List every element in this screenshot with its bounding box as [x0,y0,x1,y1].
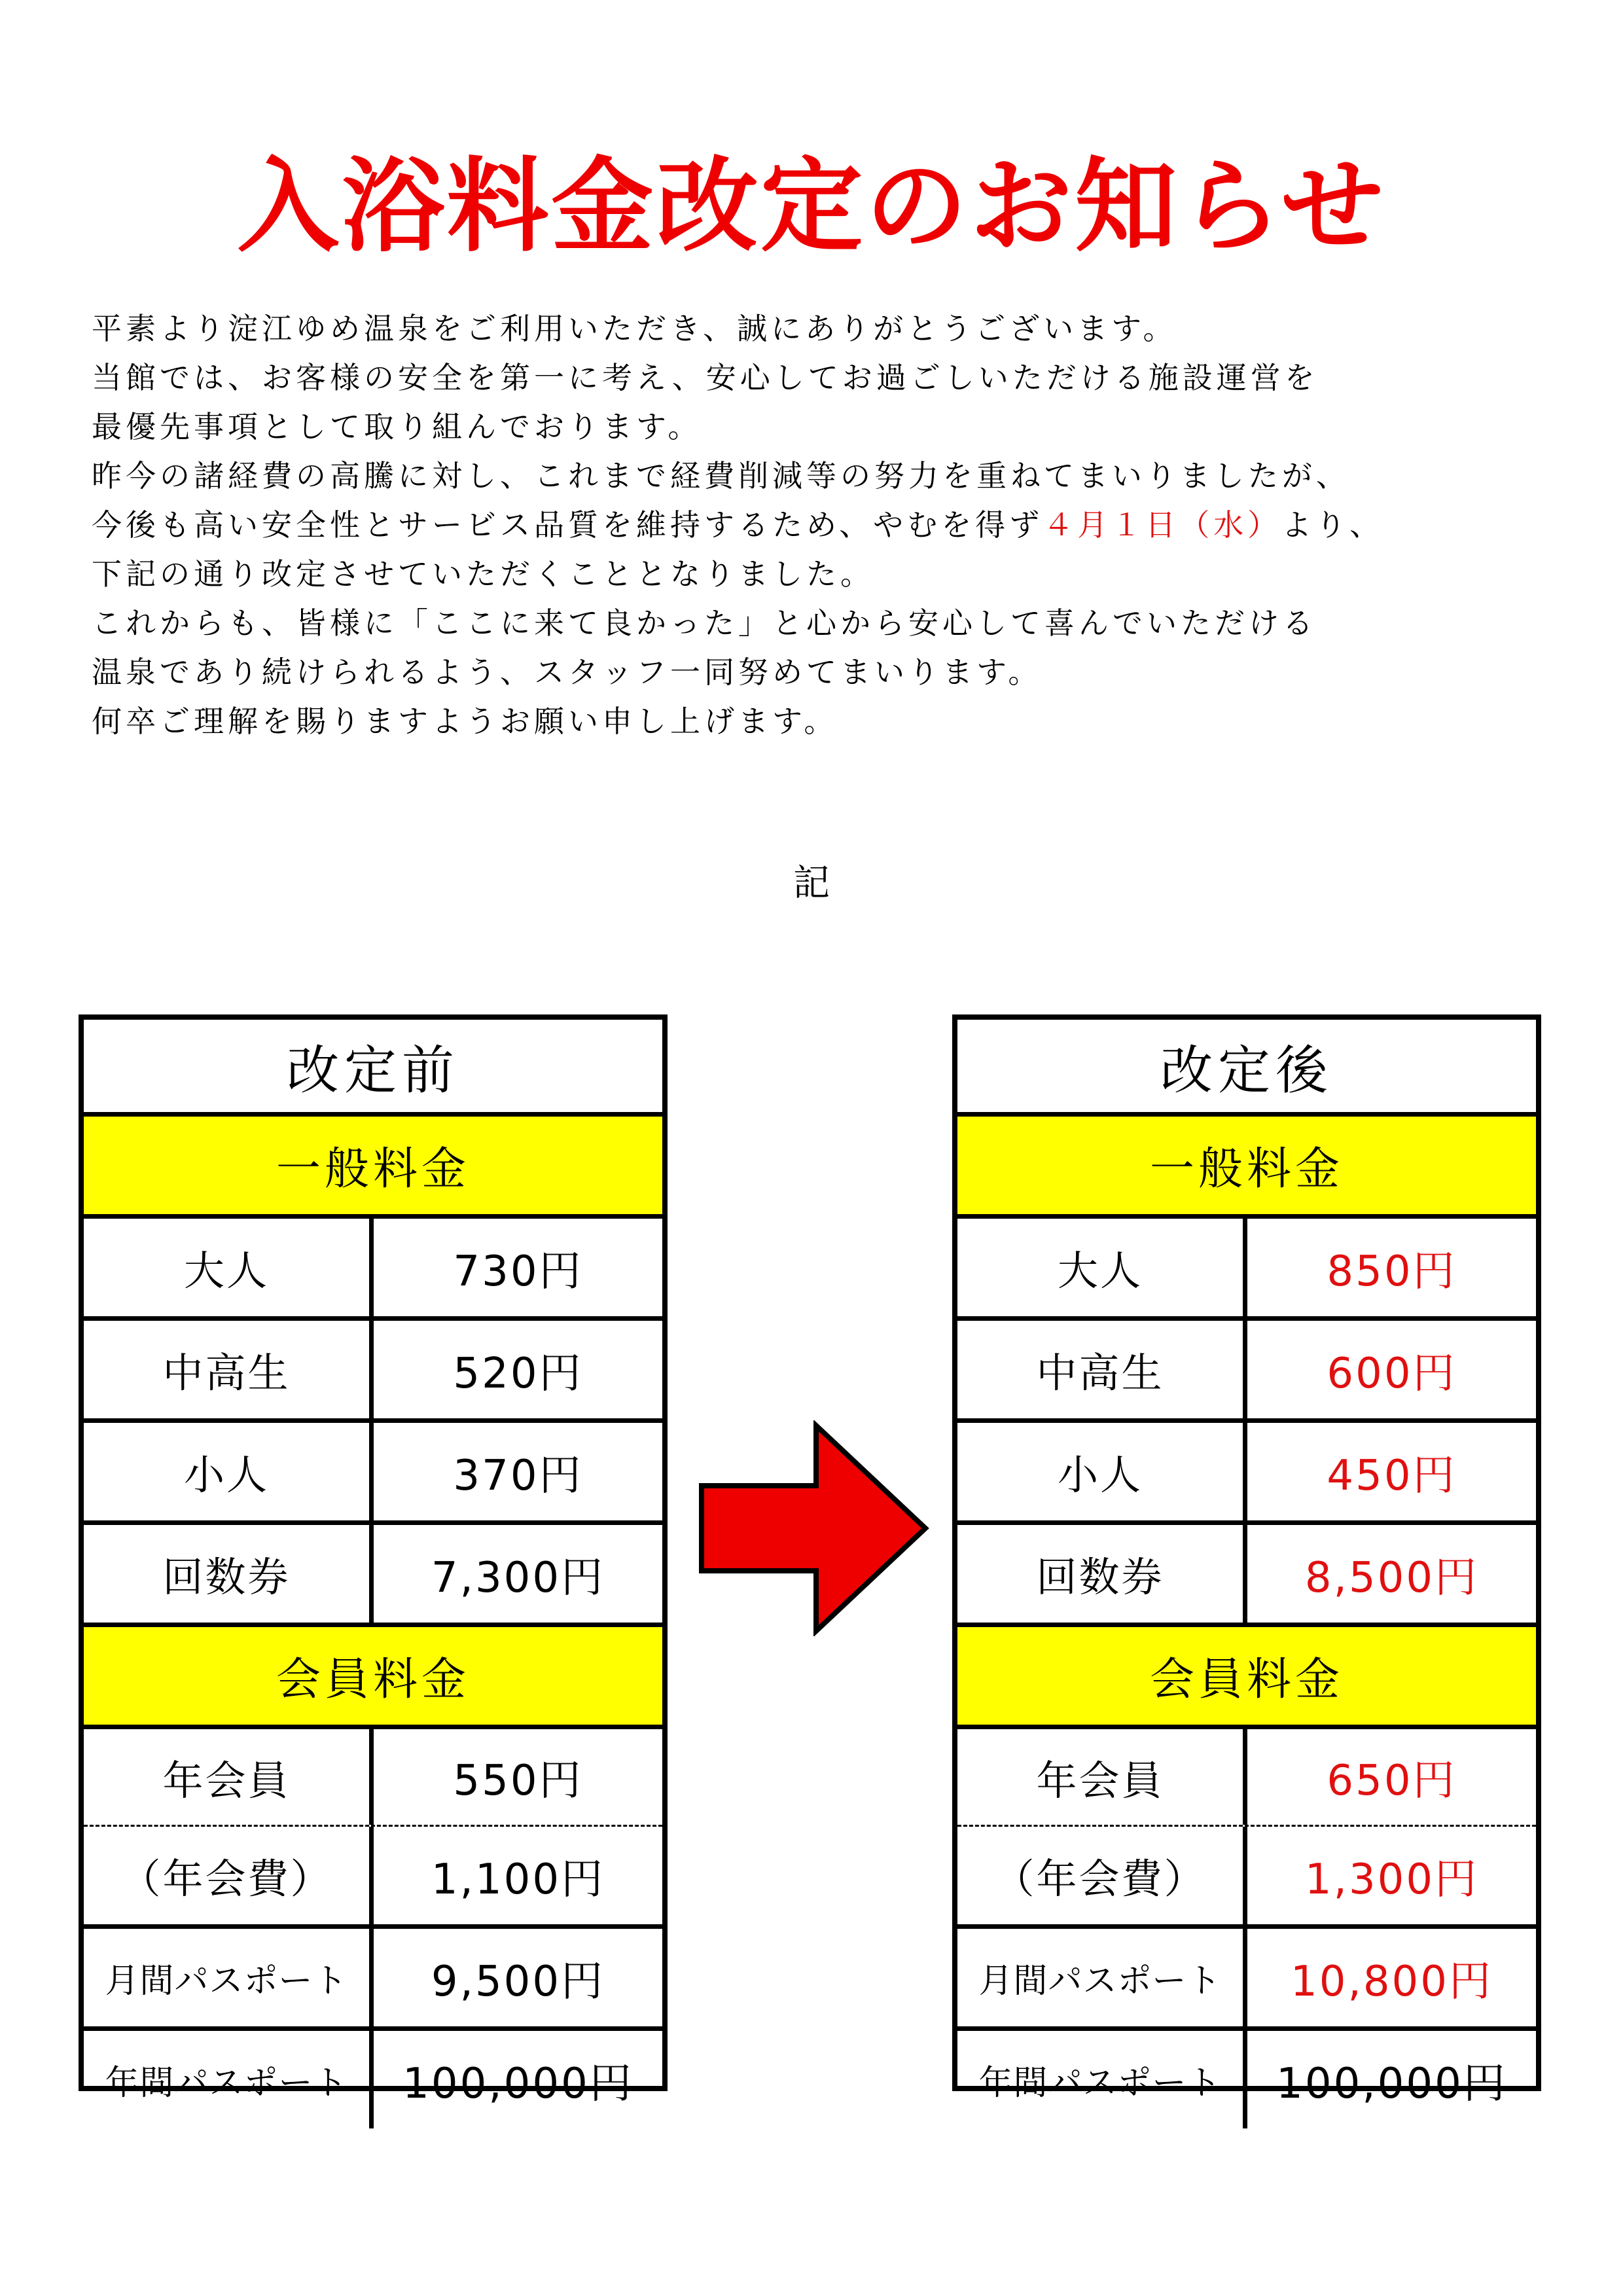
row-price: 1,300円 [1304,1855,1479,1904]
row-label: （年会費） [957,1827,1247,1924]
intro-line: 平素より淀江ゆめ温泉をご利用いただき、誠にありがとうございます。 [92,311,1177,346]
row-label: 中高生 [957,1321,1247,1418]
effective-date: ４月１日（水） [1043,507,1282,543]
table-header-row [84,1020,662,1117]
row-label: 小人 [84,1423,374,1520]
intro-line: 下記の通り改定させていただくこととなりました。 [92,556,874,592]
table-row [84,2031,662,2128]
row-label: 年間パスポート [84,2031,374,2128]
table-header-row [957,1020,1536,1117]
right-arrow-icon [695,1420,931,1636]
row-price: 8,500円 [1304,1553,1479,1602]
table-row [957,1929,1536,2031]
row-label: 小人 [957,1423,1247,1520]
table-row [957,1219,1536,1321]
row-label: 回数券 [957,1525,1247,1623]
table-row [84,1827,662,1929]
intro-line: 温泉であり続けられるよう、スタッフ一同努めてまいります。 [92,655,1043,690]
intro-line: 最優先事項として取り組んでおります。 [92,409,702,444]
row-label: （年会費） [84,1827,374,1924]
table-row [84,1219,662,1321]
price-table-before [79,1014,668,2108]
page-title: 入浴料金改定のお知らせ [237,147,1386,266]
intro-line [92,501,1564,550]
table-row [957,1423,1536,1525]
row-price: 370円 [453,1451,583,1500]
row-price: 730円 [453,1247,583,1296]
row-price: 550円 [453,1757,583,1805]
row-price: 9,500円 [431,1957,605,2006]
table-row [84,1525,662,1627]
table-row [957,1525,1536,1627]
intro-line: これからも、皆様に「ここに来て良かった」と心から安心して喜んでいただける [92,605,1317,641]
row-label: 年会員 [957,1729,1247,1825]
row-price: 520円 [453,1349,583,1398]
row-price: 1,100円 [431,1855,605,1904]
section-row-member [84,1627,662,1729]
intro-line: 当館では、お客様の安全を第一に考え、安心してお過ごしいただける施設運営を [92,360,1319,395]
intro-text-segment: より、 [1281,507,1384,543]
section-label: 会員料金 [1149,1654,1344,1706]
table-row [84,1929,662,2031]
section-row-general [957,1117,1536,1219]
intro-line: 何卒ご理解を賜りますようお願い申し上げます。 [92,704,838,739]
intro-text-segment: 今後も高い安全性とサービス品質を維持するため、やむを得ず [92,507,1044,543]
row-price: 100,000円 [1276,2059,1507,2108]
intro-text [92,304,1564,746]
section-label: 一般料金 [1149,1143,1344,1195]
table-row [84,1321,662,1423]
section-label: 会員料金 [276,1654,470,1706]
price-table-after [952,1014,1541,2108]
section-label: 一般料金 [276,1143,470,1195]
row-price: 650円 [1327,1757,1457,1805]
row-price: 450円 [1327,1451,1457,1500]
table-row [84,1729,662,1827]
row-label: 中高生 [84,1321,374,1418]
table-row [957,1321,1536,1423]
row-label: 大人 [957,1219,1247,1316]
row-price: 100,000円 [402,2059,633,2108]
table-header: 改定前 [287,1040,459,1101]
table-row [957,2031,1536,2128]
row-label: 年会員 [84,1729,374,1825]
row-price: 850円 [1327,1247,1457,1296]
row-label: 年間パスポート [957,2031,1247,2128]
row-label: 月間パスポート [84,1929,374,2026]
row-price: 600円 [1327,1349,1457,1398]
row-price: 10,800円 [1291,1957,1493,2006]
row-label: 回数券 [84,1525,374,1623]
ki-heading: 記 [793,862,830,905]
intro-line: 昨今の諸経費の高騰に対し、これまで経費削減等の努力を重ねてまいりましたが、 [92,458,1350,493]
table-row [957,1827,1536,1929]
section-row-member [957,1627,1536,1729]
table-header: 改定後 [1160,1040,1333,1101]
section-row-general [84,1117,662,1219]
table-row [957,1729,1536,1827]
row-label: 月間パスポート [957,1929,1247,2026]
row-label: 大人 [84,1219,374,1316]
table-row [84,1423,662,1525]
row-price: 7,300円 [431,1553,605,1602]
